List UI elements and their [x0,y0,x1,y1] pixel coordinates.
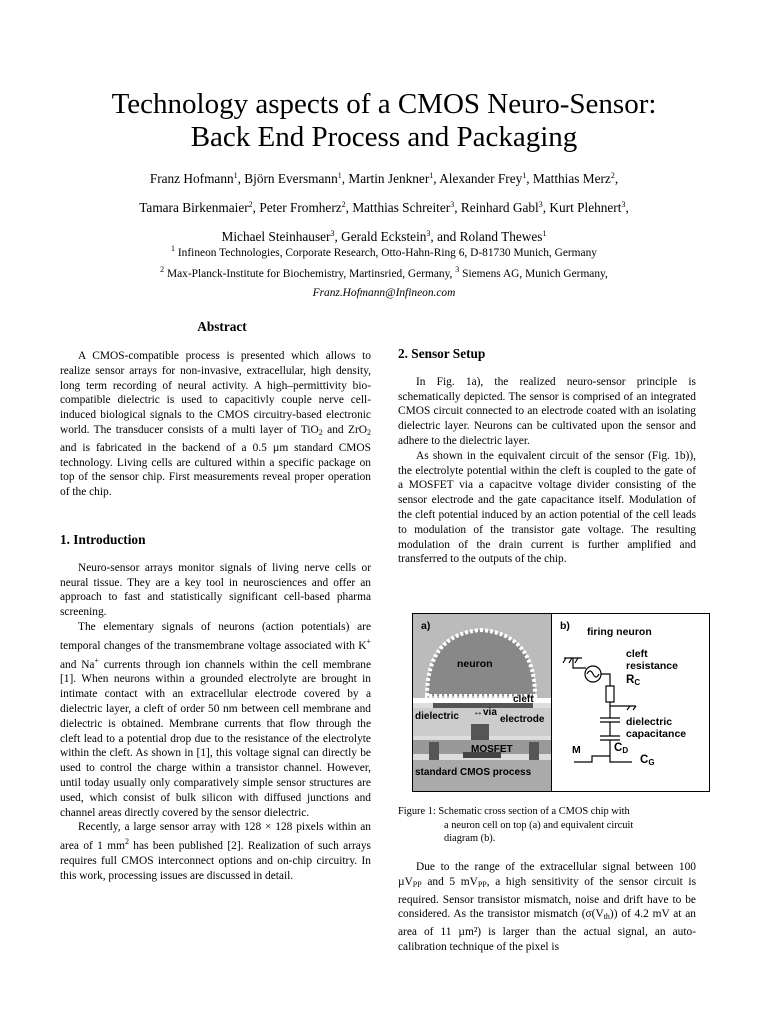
dielectric-label: dielectric [415,711,459,722]
panel-b-label: b) [560,620,570,632]
cmos-process-label: standard CMOS process [415,767,532,778]
intro-paragraph: Neuro-sensor arrays monitor signals of living nerve cells or neural tissue. They are a key tool in neurosciences and offer an approach to fast and statistically significant cell-based pharma screening. [60,561,371,619]
paper-title [0,88,768,154]
sensor-heading: 2. Sensor Setup [398,346,486,361]
cross-section-panel [413,614,552,791]
equivalent-circuit-drawing [552,614,709,791]
cleft-resistance-label: cleft resistance [626,648,678,672]
rc-label: $R_C$ [626,674,641,687]
right-column [398,347,696,567]
figure-1 [412,613,710,792]
neuron-label: neuron [457,658,493,670]
figure-caption: Figure 1: Schematic cross section of a CMOS chip with a neuron cell on top (a) and equivalent circuit diagram (b). [398,806,634,844]
sensor-paragraph: As shown in the equivalent circuit of the sensor (Fig. 1b)), the electrolyte potential within the cleft is coupled to the gate of a MOSFET via a capacitve voltage divider consisting of the sensor electrode and the gate capacitance itself. Modulation of the cleft potential induced by an action potential of the cell leads to modulation of the transistor gate voltage. The resulting modulation of the drain current is further amplified and transferred to the outputs of the chip. [398,449,696,566]
affiliation-2: $^2$ Max-Planck-Institute for Biochemistry, Martinsried, Germany, $^3$ Siemens AG, Munich Germany, [160,265,608,280]
dielectric-capacitance-label: dielectric capacitance [626,716,687,740]
via-label: ↔via [473,707,497,718]
contact-email: Franz.Hofmann@Infineon.com [312,287,456,299]
title-line-2: Back End Process and Packaging [190,121,578,153]
title-line-1: Technology aspects of a CMOS Neuro-Sensor: [111,88,657,120]
intro-paragraph: Recently, a large sensor array with 128 × 128 pixels within an area of 1 $mm^2$ has been published [2]. Realization of such arrays requires full CMOS interconnect options and on-chip circuitry. In this work, processing issues are discussed in detail. [60,821,371,882]
right-column-continued [398,860,696,955]
electrode-label: electrode [500,714,545,725]
mosfet-label: MOSFET [471,744,513,755]
cleft-label: cleft [513,694,534,705]
author-line: Michael Steinhauser$^3$, Gerald Eckstein$^3$, and Roland Thewes$^1$ [221,229,547,244]
left-column [60,349,371,884]
author-list [60,163,708,250]
abstract-heading: Abstract [197,319,247,334]
author-line: Tamara Birkenmaier$^2$, Peter Fromherz$^2$, Matthias Schreiter$^3$, Reinhard Gabl$^3$, Kurt Plehnert$^3$, [139,200,629,215]
intro-heading: 1. Introduction [60,531,146,547]
firing-neuron-label: firing neuron [587,626,652,638]
author-line: Franz Hofmann$^1$, Björn Eversmann$^1$, Martin Jenkner$^1$, Alexander Frey$^1$, Matthias Merz$^2$, [149,171,619,186]
cg-label: $C_G$ [640,754,655,767]
panel-a-label: a) [421,620,431,632]
sensor-paragraph: In Fig. 1a), the realized neuro-sensor principle is schematically depicted. The sensor is comprised of an integrated CMOS circuit connected to an electrode coated with an isolating dielectric layer. Neurons can be cultivated upon the sensor and adhere to the dielectric layer. [398,375,696,447]
sensor-paragraph: Due to the range of the extracellular signal between 100 µV$_{PP}$ and 5 $mV_{PP}$, a high sensitivity of the sensor circuit is required. Sensor transistor mismatch, noise and drift have to be considered. As the transistor mismatch $(\sigma(V_{th}))$ of 4.2 mV at an area of 11 µm²) is larger than the actual signal, an auto-calibration technique of the pixel is [398,861,697,953]
circuit-panel [552,614,709,791]
m-label: M [572,744,581,756]
cd-label: $C_D$ [614,742,629,755]
affiliation-1: $^1$ Infineon Technologies, Corporate Research, Otto-Hahn-Ring 6, D-81730 Munich, Germany [171,244,597,259]
intro-paragraph: The elementary signals of neurons (action potentials) are temporal changes of the transmembrane voltage associated with K+ and Na+ currents through ion channels within the cell membrane [1]. When neurons within a grounded electrolyte are brought in intimate contact with an extracellular electrode covered by a dielectric layer, a cleft of order 50 nm between cell membrane and dielectric is obtained. Membrane currents that flow through the cleft lead to a potential drop due to the resistance of the electrolyte within the cleft. As shown in [1], this voltage signal can directly be used to control the charge within a transistor channel. However, until today usually only comparatively simple sensor structures are used, which consist of bulk silicon with diffused junctions and channel areas directly covered by the sensor dielectric. [60,620,371,819]
abstract-text: A CMOS-compatible process is presented which allows to realize sensor arrays for non-invasive, extracellular, high density, long term recording of neural activity. A high–permittivity bio-compatible dielectric is used to capacitivly couple nerve cell-induced biological signals to the CMOS circuitry-based electronic world. The transducer consists of a multi layer of TiO$_2$ and ZrO$_2$ and is fabricated in the backend of a 0.5 µm standard CMOS technology. Living cells are cultured within a specific package on top of the sensor chip. First measurements reveal proper operation of the chip. [60,350,371,499]
